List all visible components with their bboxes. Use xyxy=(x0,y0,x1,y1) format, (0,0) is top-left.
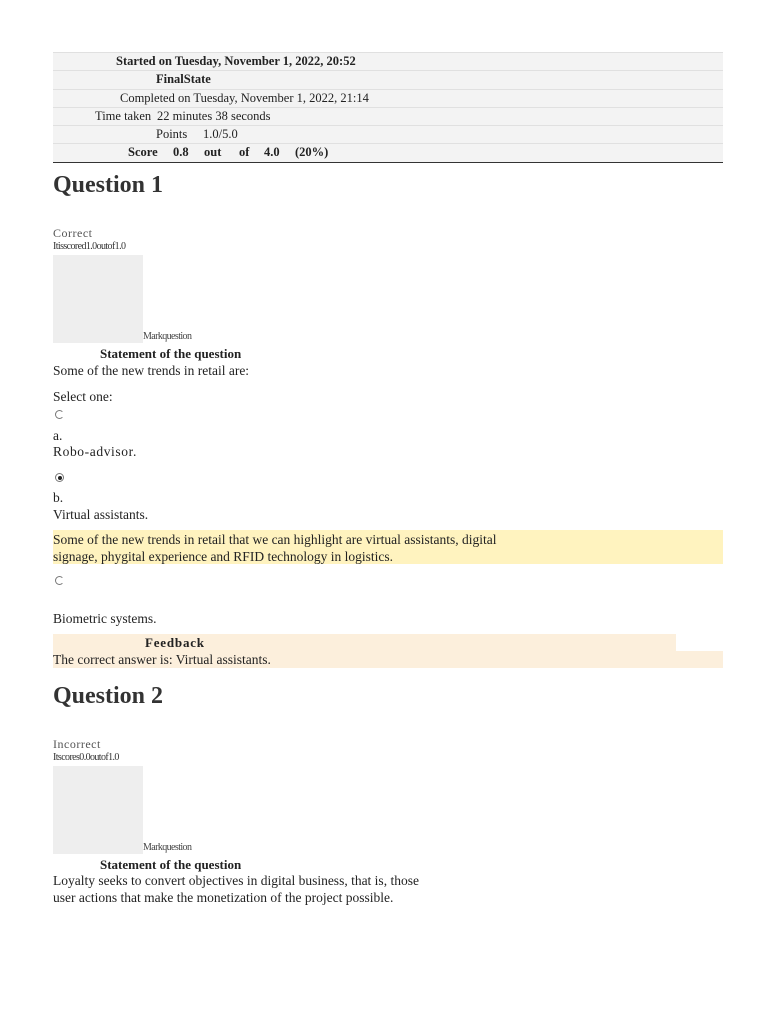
time-taken-label: Time taken xyxy=(95,108,152,123)
question-1-state: Correct xyxy=(53,226,93,240)
option-b-letter: b. xyxy=(53,490,64,505)
option-a-letter: a. xyxy=(53,428,63,443)
specific-feedback-line-2: signage, phygital experience and RFID technology in logistics. xyxy=(53,549,394,564)
score-label: Score xyxy=(128,145,158,160)
option-b-text[interactable]: Virtual assistants. xyxy=(53,507,149,522)
points-value: 1.0/5.0 xyxy=(203,127,238,142)
score-percent: (20%) xyxy=(295,145,329,160)
option-b-radio[interactable] xyxy=(55,473,64,482)
attempt-summary-table xyxy=(53,52,723,163)
question-1-grade: Itisscored1.0outof1.0 xyxy=(53,241,126,252)
option-a-text[interactable]: Robo-advisor. xyxy=(53,444,137,459)
specific-feedback-line-1: Some of the new trends in retail that we can highlight are virtual assistants, digital xyxy=(53,532,497,547)
right-answer: The correct answer is: Virtual assistants. xyxy=(53,651,723,668)
question-2-title: Question 2 xyxy=(53,683,164,709)
score-of: of xyxy=(239,145,250,160)
score-max: 4.0 xyxy=(264,145,280,160)
score-out: out xyxy=(204,145,222,160)
summary-row-time-taken xyxy=(53,107,723,125)
time-taken-value: 22 minutes 38 seconds xyxy=(157,108,271,123)
completed-on-text: Completed on Tuesday, November 1, 2022, 21:14 xyxy=(120,90,369,105)
question-2-text-line-1: Loyalty seeks to convert objectives in digital business, that is, those xyxy=(53,873,419,888)
mark-question-link[interactable]: Markquestion xyxy=(143,331,192,342)
option-c-radio[interactable] xyxy=(55,576,64,585)
flag-icon[interactable] xyxy=(53,766,143,854)
summary-row-state xyxy=(53,70,723,88)
flag-icon[interactable] xyxy=(53,255,143,343)
feedback-heading: Feedback xyxy=(145,635,205,650)
points-label: Points xyxy=(156,127,188,142)
started-on-text: Started on Tuesday, November 1, 2022, 20:52 xyxy=(116,54,356,68)
score-value: 0.8 xyxy=(173,145,189,160)
question-1-prompt: Select one: xyxy=(53,389,113,404)
summary-row-started xyxy=(53,52,723,70)
question-2-state: Incorrect xyxy=(53,737,101,751)
question-1-statement-heading: Statement of the question xyxy=(100,346,242,361)
summary-row-points xyxy=(53,125,723,143)
mark-question-link[interactable]: Markquestion xyxy=(143,842,192,853)
question-1-title: Question 1 xyxy=(53,172,164,198)
question-2-statement-heading: Statement of the question xyxy=(100,857,242,872)
question-1-text: Some of the new trends in retail are: xyxy=(53,363,250,378)
question-2-text-line-2: user actions that make the monetization of the project possible. xyxy=(53,890,394,905)
summary-row-completed xyxy=(53,89,723,107)
option-c-text[interactable]: Biometric systems. xyxy=(53,611,157,626)
summary-row-score xyxy=(53,143,723,162)
state-value: FinalState xyxy=(156,72,211,87)
option-a-radio[interactable] xyxy=(55,410,64,419)
question-2-grade: Itscores0.0outof1.0 xyxy=(53,752,119,763)
